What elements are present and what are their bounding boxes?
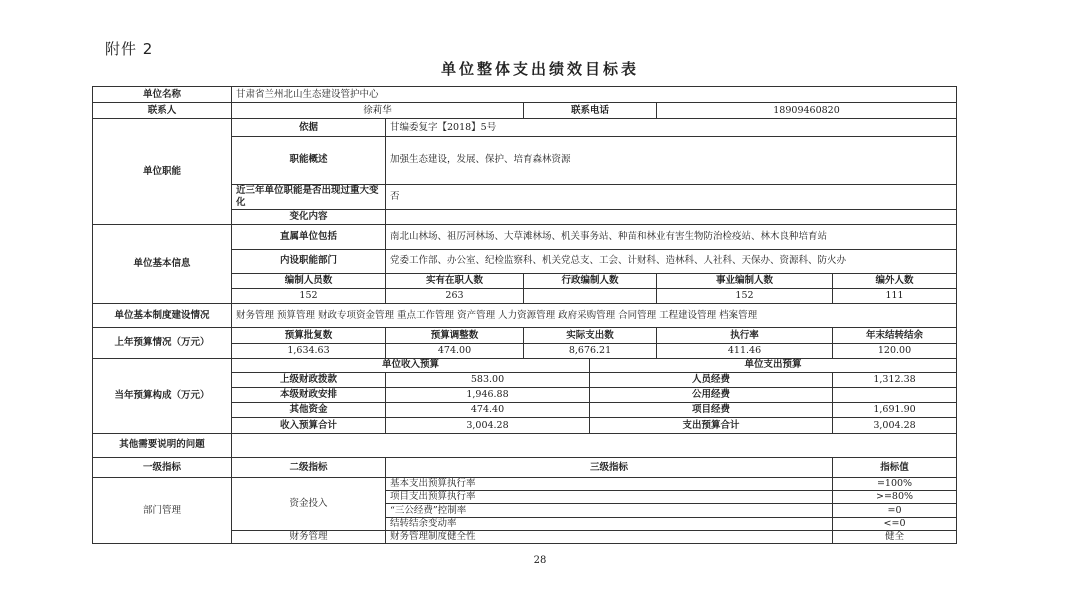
income-total-value: 3,004.28 [386,418,590,433]
indicator-value: 健全 [833,530,957,543]
page-number: 28 [533,555,547,566]
last-year-value: 474.00 [386,343,524,358]
indicator-value: =100% [833,478,957,491]
staff-header: 实有在职人数 [386,273,524,288]
staff-value [524,288,657,303]
indicator-level3: 财务管理制度健全性 [386,530,833,543]
current-year-label: 当年预算构成（万元） [93,358,232,433]
staff-value: 263 [386,288,524,303]
staff-value: 152 [657,288,833,303]
indicator-level2: 资金投入 [232,478,386,531]
performance-table [92,86,957,544]
last-year-header: 实际支出数 [524,328,657,343]
overview-value: 加强生态建设，发展、保护、培育森林资源 [386,136,957,185]
table-row [93,457,957,477]
table-row [93,328,957,343]
attachment-label: 附件 2 [105,40,154,58]
departments-value: 党委工作部、办公室、纪检监察科、机关党总支、工会、计财科、造林科、人社科、天保办、资源科、防火办 [386,249,957,273]
unit-name-label: 单位名称 [93,87,232,103]
indicator-header: 二级指标 [232,457,386,477]
table-row [93,119,957,136]
last-year-header: 执行率 [657,328,833,343]
staff-header: 事业编制人数 [657,273,833,288]
expense-total-label: 支出预算合计 [590,418,833,433]
table-row [93,225,957,249]
basis-value: 甘编委复字【2018】5号 [386,119,957,136]
phone-label: 联系电话 [524,103,657,119]
direct-units-label: 直属单位包括 [232,225,386,249]
indicator-level1: 部门管理 [93,478,232,544]
income-item-value: 1,946.88 [386,388,590,403]
table-row [93,103,957,119]
system-value: 财务管理 预算管理 财政专项资金管理 重点工作管理 资产管理 人力资源管理 政府采购管理 合同管理 工程建设管理 档案管理 [232,304,957,328]
basis-label: 依据 [232,119,386,136]
table-row [93,304,957,328]
other-issues-value [232,433,957,457]
expense-item-value [833,388,957,403]
contact-label: 联系人 [93,103,232,119]
change-content-label: 变化内容 [232,210,386,225]
expense-item-label: 公用经费 [590,388,833,403]
unit-name-value: 甘肃省兰州北山生态建设管护中心 [232,87,957,103]
last-year-header: 预算批复数 [232,328,386,343]
change-content-value [386,210,957,225]
basic-info-label: 单位基本信息 [93,225,232,304]
expense-total-value: 3,004.28 [833,418,957,433]
change-value: 否 [386,185,957,210]
table-row [93,433,957,457]
staff-header: 编制人员数 [232,273,386,288]
overview-label: 职能概述 [232,136,386,185]
departments-label: 内设职能部门 [232,249,386,273]
last-year-value: 8,676.21 [524,343,657,358]
income-total-label: 收入预算合计 [232,418,386,433]
function-label: 单位职能 [93,119,232,225]
staff-value: 111 [833,288,957,303]
last-year-header: 年末结转结余 [833,328,957,343]
income-item-label: 本级财政安排 [232,388,386,403]
indicator-value: =0 [833,504,957,517]
last-year-value: 1,634.63 [232,343,386,358]
phone-value: 18909460820 [657,103,957,119]
expense-budget-header: 单位支出预算 [590,358,957,372]
income-budget-header: 单位收入预算 [232,358,590,372]
indicator-level2: 财务管理 [232,530,386,543]
staff-value: 152 [232,288,386,303]
expense-item-label: 项目经费 [590,403,833,418]
other-issues-label: 其他需要说明的问题 [93,433,232,457]
income-item-label: 上级财政拨款 [232,372,386,387]
last-year-value: 120.00 [833,343,957,358]
staff-header: 行政编制人数 [524,273,657,288]
income-item-label: 其他资金 [232,403,386,418]
income-item-value: 583.00 [386,372,590,387]
table-row [93,478,957,491]
indicator-header: 一级指标 [93,457,232,477]
indicator-header: 三级指标 [386,457,833,477]
income-item-value: 474.40 [386,403,590,418]
expense-item-label: 人员经费 [590,372,833,387]
last-year-header: 预算调整数 [386,328,524,343]
expense-item-value: 1,691.90 [833,403,957,418]
indicator-level3: 基本支出预算执行率 [386,478,833,491]
change-label: 近三年单位职能是否出现过重大变化 [232,185,386,210]
staff-header: 编外人数 [833,273,957,288]
direct-units-value: 南北山林场、祖厉河林场、大草滩林场、机关事务站、种苗和林业有害生物防治检疫站、林木良种培育站 [386,225,957,249]
indicator-header: 指标值 [833,457,957,477]
indicator-level3: 项目支出预算执行率 [386,491,833,504]
last-year-label: 上年预算情况（万元） [93,328,232,358]
table-row [93,358,957,372]
system-label: 单位基本制度建设情况 [93,304,232,328]
last-year-value: 411.46 [657,343,833,358]
table-row [93,87,957,103]
contact-value: 徐莉华 [232,103,524,119]
indicator-level3: 结转结余变动率 [386,517,833,530]
indicator-value: >=80% [833,491,957,504]
page-title: 单位整体支出绩效目标表 [440,60,639,78]
indicator-value: <=0 [833,517,957,530]
expense-item-value: 1,312.38 [833,372,957,387]
indicator-level3: “三公经费”控制率 [386,504,833,517]
